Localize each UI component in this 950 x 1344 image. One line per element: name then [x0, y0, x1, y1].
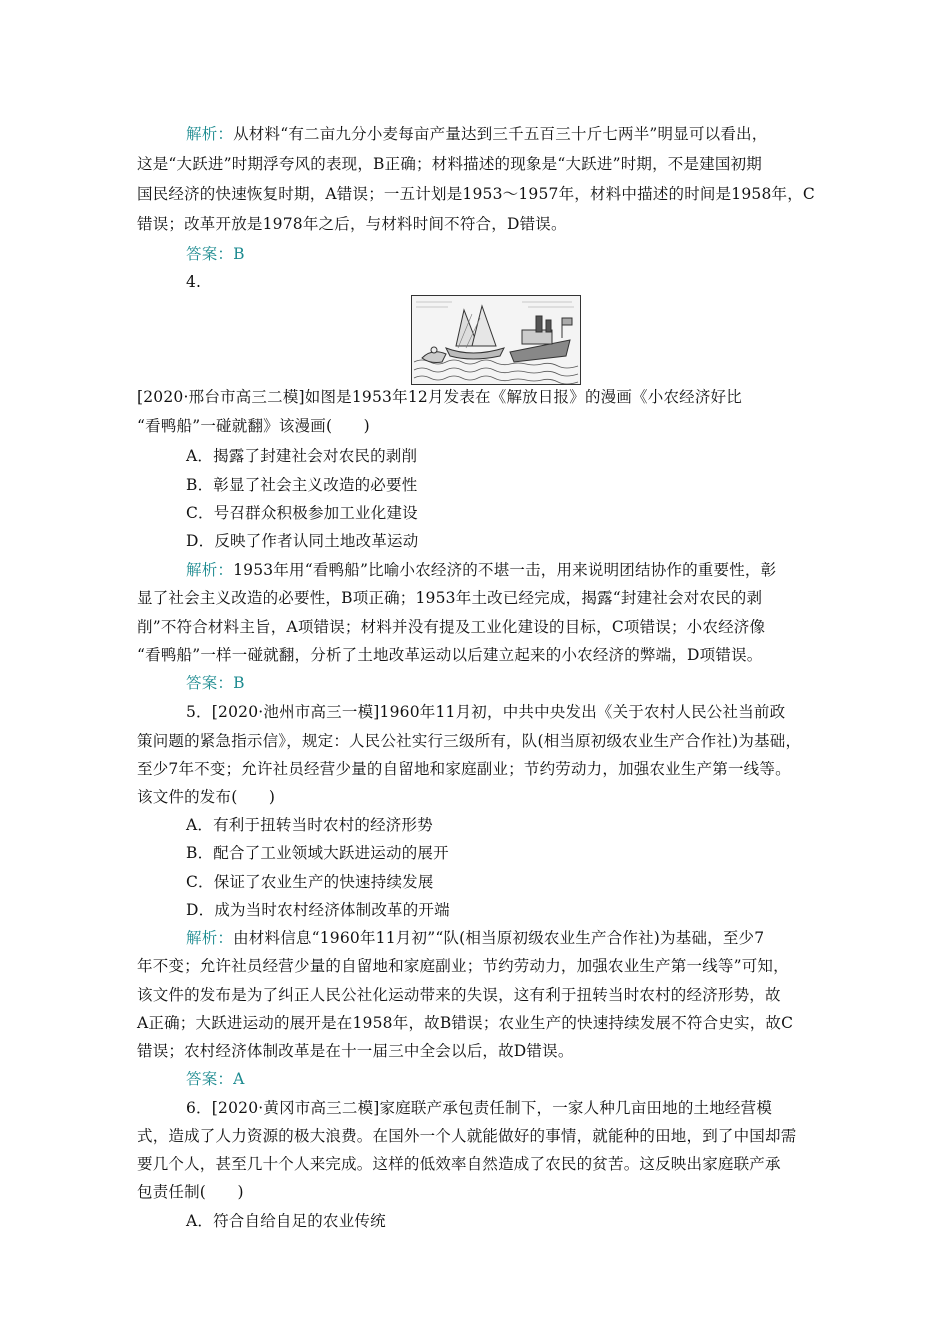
q5-stem-line-4: 该文件的发布( ) [137, 788, 276, 806]
q6-option-a: A．符合自给自足的农业传统 [186, 1212, 386, 1230]
ships-cartoon-illustration [412, 296, 580, 384]
q4-analysis-line-3: 削”不符合材料主旨，A项错误；材料并没有提及工业化建设的目标，C项错误；小农经济像 [137, 618, 766, 636]
q4-number: 4. [186, 273, 202, 291]
q5-answer: 答案：A [186, 1070, 245, 1088]
cartoon-image [411, 295, 581, 385]
q5-analysis-line-4: A正确；大跃进运动的展开是在1958年，故B错误；农业生产的快速持续发展不符合史实，故C [137, 1014, 794, 1032]
analysis-label: 解析： [186, 561, 234, 579]
q3-answer: 答案：B [186, 245, 245, 263]
q5-option-d: D．成为当时农村经济体制改革的开端 [186, 901, 450, 919]
q4-option-b: B．彰显了社会主义改造的必要性 [186, 476, 418, 494]
q5-stem-line-1: 5．[2020·池州市高三一模]1960年11月初，中共中央发出《关于农村人民公社当前政 [186, 703, 786, 721]
q5-analysis-line-1: 解析：由材料信息“1960年11月初”“队(相当原初级农业生产合作社)为基础，至少7 [186, 929, 765, 947]
q4-analysis-line-1: 解析：1953年用“看鸭船”比喻小农经济的不堪一击，用来说明团结协作的重要性，彰 [186, 561, 777, 579]
q6-stem-line-3: 要几个人，甚至几十个人来完成。这样的低效率自然造成了农民的贫苦。这反映出家庭联产承 [137, 1155, 781, 1173]
analysis-label: 解析： [186, 125, 234, 143]
q5-stem-line-3: 至少7年不变；允许社员经营少量的自留地和家庭副业；节约劳动力，加强农业生产第一线等。 [137, 760, 791, 778]
q3-analysis-line-4: 错误；改革开放是1978年之后，与材料时间不符合，D错误。 [137, 215, 567, 233]
q4-analysis-line-4: “看鸭船”一样一碰就翻，分析了土地改革运动以后建立起来的小农经济的弊端，D项错误。 [137, 646, 763, 664]
q6-stem-line-2: 式，造成了人力资源的极大浪费。在国外一个人就能做好的事情，就能种的田地，到了中国却需 [137, 1127, 797, 1145]
q3-analysis-line-2: 这是“大跃进”时期浮夸风的表现，B正确；材料描述的现象是“大跃进”时期，不是建国初期 [137, 155, 762, 173]
q4-option-d: D．反映了作者认同土地改革运动 [186, 532, 419, 550]
analysis-label: 解析： [186, 929, 234, 947]
q5-analysis-line-5: 错误；农村经济体制改革是在十一届三中全会以后，故D错误。 [137, 1042, 574, 1060]
q5-option-b: B．配合了工业领域大跃进运动的展开 [186, 844, 449, 862]
q4-stem-line-1: [2020·邢台市高三二模]如图是1953年12月发表在《解放日报》的漫画《小农经济好比 [137, 388, 742, 406]
q5-analysis-line-3: 该文件的发布是为了纠正人民公社化运动带来的失误，这有利于扭转当时农村的经济形势，故 [137, 986, 781, 1004]
q4-option-c: C．号召群众积极参加工业化建设 [186, 504, 418, 522]
q5-stem-line-2: 策问题的紧急指示信》，规定：人民公社实行三级所有，队(相当原初级农业生产合作社)为基础， [137, 732, 802, 750]
q4-answer: 答案：B [186, 674, 245, 692]
q6-stem-line-1: 6．[2020·黄冈市高三二模]家庭联产承包责任制下，一家人种几亩田地的土地经营模 [186, 1099, 773, 1117]
q4-stem-line-2: “看鸭船”一碰就翻》该漫画( ) [137, 417, 370, 435]
q3-analysis-line-3: 国民经济的快速恢复时期，A错误；一五计划是1953～1957年，材料中描述的时间是1958年，C [137, 185, 815, 203]
q5-analysis-line-2: 年不变；允许社员经营少量的自留地和家庭副业；节约劳动力，加强农业生产第一线等”可知， [137, 957, 789, 975]
q6-stem-line-4: 包责任制( ) [137, 1183, 244, 1201]
q4-option-a: A．揭露了封建社会对农民的剥削 [186, 447, 418, 465]
q4-analysis-line-2: 显了社会主义改造的必要性，B项正确；1953年土改已经完成，揭露“封建社会对农民的剥 [137, 589, 763, 607]
q5-option-a: A．有利于扭转当时农村的经济形势 [186, 816, 433, 834]
q5-option-c: C．保证了农业生产的快速持续发展 [186, 873, 434, 891]
q3-analysis-line-1: 解析：从材料“有二亩九分小麦每亩产量达到三千五百三十斤七两半”明显可以看出， [186, 125, 768, 143]
